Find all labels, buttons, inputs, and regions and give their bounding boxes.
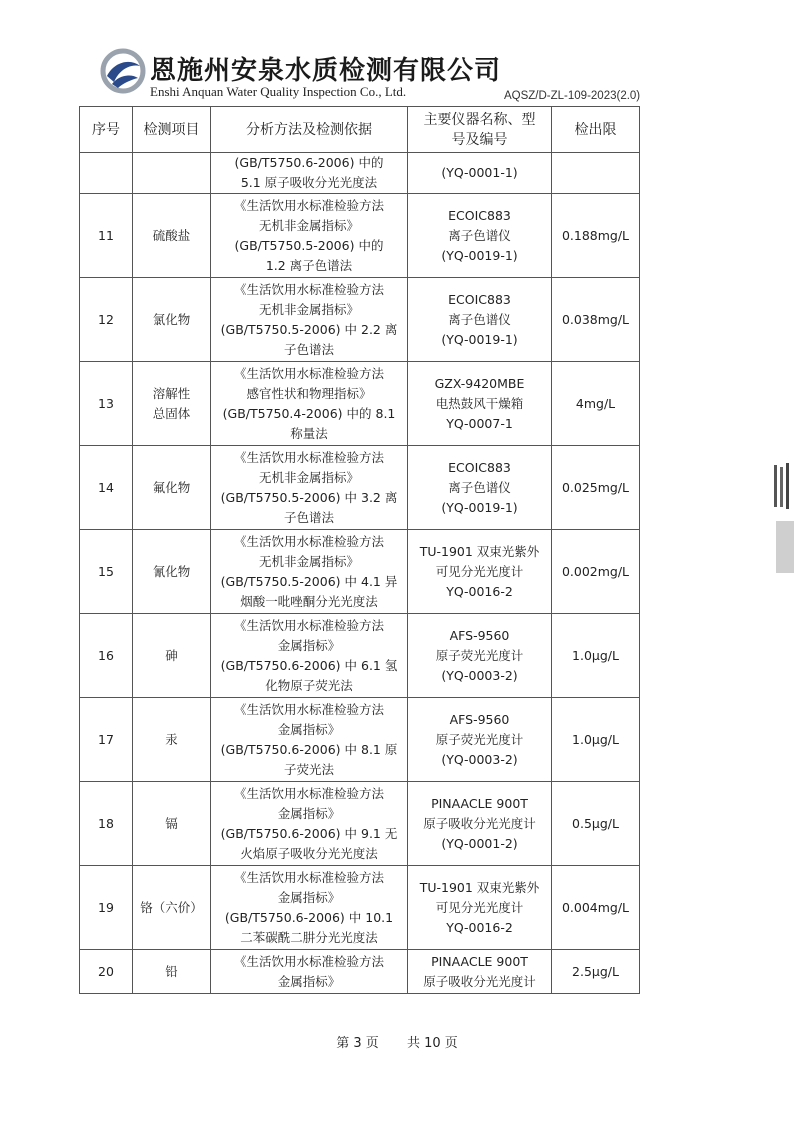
cell-no bbox=[80, 153, 133, 194]
table-row bbox=[80, 866, 640, 950]
page-number: 第 3 页 bbox=[336, 1036, 379, 1051]
cell-method bbox=[211, 278, 408, 362]
cell-method-line: (GB/T5750.6-2006) 中 6.1 氢 bbox=[220, 657, 398, 673]
cell-instrument-line: (YQ-0001-2) bbox=[441, 835, 518, 851]
cell-method-line: 无机非金属指标》 bbox=[258, 553, 359, 569]
cell-instrument bbox=[408, 866, 552, 950]
cell-item bbox=[133, 782, 211, 866]
table-row bbox=[80, 698, 640, 782]
cell-method-line: 《生活饮用水标准检验方法 bbox=[233, 197, 384, 213]
cell-item-line: 铅 bbox=[165, 963, 178, 979]
table-row bbox=[80, 530, 640, 614]
cell-instrument-line: TU-1901 双束光紫外 bbox=[419, 879, 540, 895]
cell-method-line: 《生活饮用水标准检验方法 bbox=[233, 953, 384, 969]
cell-instrument bbox=[408, 194, 552, 278]
cell-item bbox=[133, 614, 211, 698]
cell-limit bbox=[552, 153, 640, 194]
cell-limit: 2.5μg/L bbox=[552, 950, 640, 994]
scan-edge-artifact bbox=[768, 455, 794, 605]
cell-no: 12 bbox=[80, 278, 133, 362]
cell-no: 17 bbox=[80, 698, 133, 782]
cell-method-line: 金属指标》 bbox=[277, 973, 341, 989]
cell-method-line: (GB/T5750.6-2006) 中 9.1 无 bbox=[220, 825, 398, 841]
cell-instrument-line: 离子色谱仪 bbox=[448, 227, 511, 243]
cell-limit: 0.5μg/L bbox=[552, 782, 640, 866]
cell-method-line: (GB/T5750.6-2006) 中的 bbox=[234, 155, 384, 170]
cell-instrument-line: 电热鼓风干燥箱 bbox=[435, 395, 524, 411]
cell-method bbox=[211, 362, 408, 446]
cell-instrument-line: YQ-0016-2 bbox=[446, 919, 513, 935]
cell-method-line: 烟酸一吡唑酮分光光度法 bbox=[240, 593, 378, 609]
cell-item bbox=[133, 194, 211, 278]
cell-method-line: 感官性状和物理指标》 bbox=[246, 385, 372, 401]
cell-instrument-line: ECOIC883 bbox=[448, 291, 511, 307]
cell-method-line: 金属指标》 bbox=[277, 721, 341, 737]
cell-method-line: 子色谱法 bbox=[283, 509, 334, 525]
cell-instrument-line: PINAACLE 900T bbox=[431, 795, 528, 811]
cell-instrument-line: AFS-9560 bbox=[449, 627, 510, 643]
cell-method-line: 《生活饮用水标准检验方法 bbox=[233, 449, 384, 465]
col-header-instrument-text: 主要仪器名称、型号及编号 bbox=[423, 111, 536, 148]
cell-instrument-line: PINAACLE 900T bbox=[431, 953, 528, 969]
document-code: AQSZ/D-ZL-109-2023(2.0) bbox=[504, 90, 641, 102]
cell-instrument-line: 离子色谱仪 bbox=[448, 479, 511, 495]
cell-instrument-line: (YQ-0019-1) bbox=[441, 331, 518, 347]
col-header-method: 分析方法及检测依据 bbox=[211, 107, 408, 153]
cell-item bbox=[133, 446, 211, 530]
cell-method bbox=[211, 698, 408, 782]
cell-instrument-line: TU-1901 双束光紫外 bbox=[419, 543, 540, 559]
company-logo-icon bbox=[100, 48, 146, 94]
cell-limit: 0.025mg/L bbox=[552, 446, 640, 530]
cell-method-line: (GB/T5750.5-2006) 中 3.2 离 bbox=[220, 489, 398, 505]
cell-item bbox=[133, 698, 211, 782]
cell-item-line: 铬（六价） bbox=[140, 899, 203, 915]
col-header-limit: 检出限 bbox=[552, 107, 640, 153]
cell-instrument-line: (YQ-0019-1) bbox=[441, 247, 518, 263]
cell-limit: 0.038mg/L bbox=[552, 278, 640, 362]
cell-item-line: 硫酸盐 bbox=[152, 227, 191, 243]
cell-instrument bbox=[408, 278, 552, 362]
cell-method-line: 《生活饮用水标准检验方法 bbox=[233, 365, 384, 381]
cell-instrument-line: YQ-0007-1 bbox=[446, 415, 513, 431]
company-name-cn: 恩施州安泉水质检测有限公司 bbox=[150, 56, 502, 86]
cell-item bbox=[133, 278, 211, 362]
col-header-no: 序号 bbox=[80, 107, 133, 153]
cell-method-line: 子荧光法 bbox=[283, 761, 334, 777]
cell-instrument-line: 原子荧光光度计 bbox=[435, 647, 524, 663]
cell-item bbox=[133, 153, 211, 194]
cell-method-line: 1.2 离子色谱法 bbox=[265, 257, 353, 273]
cell-instrument bbox=[408, 446, 552, 530]
cell-instrument-line: GZX-9420MBE bbox=[434, 375, 525, 391]
cell-item bbox=[133, 866, 211, 950]
col-header-item: 检测项目 bbox=[133, 107, 211, 153]
table-row bbox=[80, 446, 640, 530]
cell-item-line: 氯化物 bbox=[152, 311, 191, 327]
table-row bbox=[80, 153, 640, 194]
cell-instrument bbox=[408, 530, 552, 614]
cell-instrument-line: (YQ-0019-1) bbox=[441, 499, 518, 515]
cell-method bbox=[211, 782, 408, 866]
cell-limit: 1.0μg/L bbox=[552, 698, 640, 782]
cell-item bbox=[133, 362, 211, 446]
cell-method-line: (GB/T5750.5-2006) 中 2.2 离 bbox=[220, 321, 398, 337]
cell-item-line: 溶解性 bbox=[152, 385, 191, 401]
cell-instrument bbox=[408, 782, 552, 866]
cell-instrument-line: ECOIC883 bbox=[448, 459, 511, 475]
cell-instrument-line: AFS-9560 bbox=[449, 711, 510, 727]
cell-instrument-line: 原子荧光光度计 bbox=[435, 731, 524, 747]
cell-no: 18 bbox=[80, 782, 133, 866]
cell-method bbox=[211, 614, 408, 698]
cell-no: 19 bbox=[80, 866, 133, 950]
cell-method-line: 《生活饮用水标准检验方法 bbox=[233, 617, 384, 633]
cell-no: 14 bbox=[80, 446, 133, 530]
cell-instrument-line: YQ-0016-2 bbox=[446, 583, 513, 599]
cell-method-line: 金属指标》 bbox=[277, 805, 341, 821]
cell-no: 11 bbox=[80, 194, 133, 278]
cell-instrument-line: (YQ-0001-1) bbox=[441, 165, 518, 180]
cell-instrument bbox=[408, 153, 552, 194]
cell-method bbox=[211, 194, 408, 278]
cell-method-line: 子色谱法 bbox=[283, 341, 334, 357]
col-header-instrument bbox=[408, 107, 552, 153]
table-row bbox=[80, 614, 640, 698]
cell-limit: 4mg/L bbox=[552, 362, 640, 446]
cell-limit: 0.002mg/L bbox=[552, 530, 640, 614]
cell-method-line: (GB/T5750.4-2006) 中的 8.1 bbox=[222, 405, 396, 421]
cell-instrument-line: 可见分光光度计 bbox=[435, 899, 524, 915]
cell-no: 13 bbox=[80, 362, 133, 446]
cell-method-line: 《生活饮用水标准检验方法 bbox=[233, 701, 384, 717]
cell-item bbox=[133, 530, 211, 614]
cell-method bbox=[211, 950, 408, 994]
cell-method-line: (GB/T5750.6-2006) 中 8.1 原 bbox=[220, 741, 398, 757]
cell-limit: 0.004mg/L bbox=[552, 866, 640, 950]
cell-method-line: 火焰原子吸收分光光度法 bbox=[240, 845, 378, 861]
table-row bbox=[80, 194, 640, 278]
cell-instrument-line: ECOIC883 bbox=[448, 207, 511, 223]
cell-method-line: (GB/T5750.6-2006) 中 10.1 bbox=[224, 909, 394, 925]
cell-method-line: 《生活饮用水标准检验方法 bbox=[233, 281, 384, 297]
cell-instrument-line: (YQ-0003-2) bbox=[441, 751, 518, 767]
cell-item-line: 镉 bbox=[165, 815, 178, 831]
table-row bbox=[80, 278, 640, 362]
cell-limit: 1.0μg/L bbox=[552, 614, 640, 698]
cell-instrument-line: 原子吸收分光光度计 bbox=[423, 815, 536, 831]
cell-item-line: 氟化物 bbox=[152, 479, 191, 495]
cell-method bbox=[211, 530, 408, 614]
cell-method-line: 称量法 bbox=[290, 425, 328, 441]
cell-no: 15 bbox=[80, 530, 133, 614]
cell-instrument bbox=[408, 614, 552, 698]
cell-method-line: 金属指标》 bbox=[277, 889, 341, 905]
table-header-row bbox=[80, 107, 640, 153]
inspection-method-table bbox=[79, 106, 640, 994]
cell-method-line: 无机非金属指标》 bbox=[258, 217, 359, 233]
cell-method bbox=[211, 446, 408, 530]
cell-item-line: 砷 bbox=[165, 647, 178, 663]
cell-instrument-line: (YQ-0003-2) bbox=[441, 667, 518, 683]
table-row bbox=[80, 782, 640, 866]
cell-limit: 0.188mg/L bbox=[552, 194, 640, 278]
cell-item bbox=[133, 950, 211, 994]
cell-instrument-line: 离子色谱仪 bbox=[448, 311, 511, 327]
page-total: 共 10 页 bbox=[406, 1036, 458, 1051]
cell-no: 20 bbox=[80, 950, 133, 994]
cell-instrument-line: 可见分光光度计 bbox=[435, 563, 524, 579]
cell-item-line: 氰化物 bbox=[152, 563, 191, 579]
cell-no: 16 bbox=[80, 614, 133, 698]
cell-method-line: 无机非金属指标》 bbox=[258, 469, 359, 485]
cell-method-line: (GB/T5750.5-2006) 中的 bbox=[234, 237, 384, 253]
table-row bbox=[80, 362, 640, 446]
cell-method-line: 《生活饮用水标准检验方法 bbox=[233, 869, 384, 885]
cell-method-line: 化物原子荧光法 bbox=[265, 677, 353, 693]
cell-method bbox=[211, 153, 408, 194]
page-footer bbox=[0, 1032, 794, 1051]
cell-item-line: 总固体 bbox=[152, 405, 191, 421]
cell-method-line: 金属指标》 bbox=[277, 637, 341, 653]
company-name-en: Enshi Anquan Water Quality Inspection Co., Ltd. bbox=[150, 84, 407, 99]
cell-instrument-line: 原子吸收分光光度计 bbox=[423, 973, 536, 989]
cell-method-line: 二苯碳酰二肼分光光度法 bbox=[240, 929, 378, 945]
cell-instrument bbox=[408, 698, 552, 782]
table-row bbox=[80, 950, 640, 994]
cell-instrument bbox=[408, 362, 552, 446]
cell-method-line: (GB/T5750.5-2006) 中 4.1 异 bbox=[220, 573, 398, 589]
cell-method-line: 无机非金属指标》 bbox=[258, 301, 359, 317]
cell-method bbox=[211, 866, 408, 950]
cell-instrument bbox=[408, 950, 552, 994]
cell-method-line: 5.1 原子吸收分光光度法 bbox=[240, 175, 378, 190]
cell-method-line: 《生活饮用水标准检验方法 bbox=[233, 533, 384, 549]
cell-item-line: 汞 bbox=[165, 731, 178, 747]
cell-method-line: 《生活饮用水标准检验方法 bbox=[233, 785, 384, 801]
